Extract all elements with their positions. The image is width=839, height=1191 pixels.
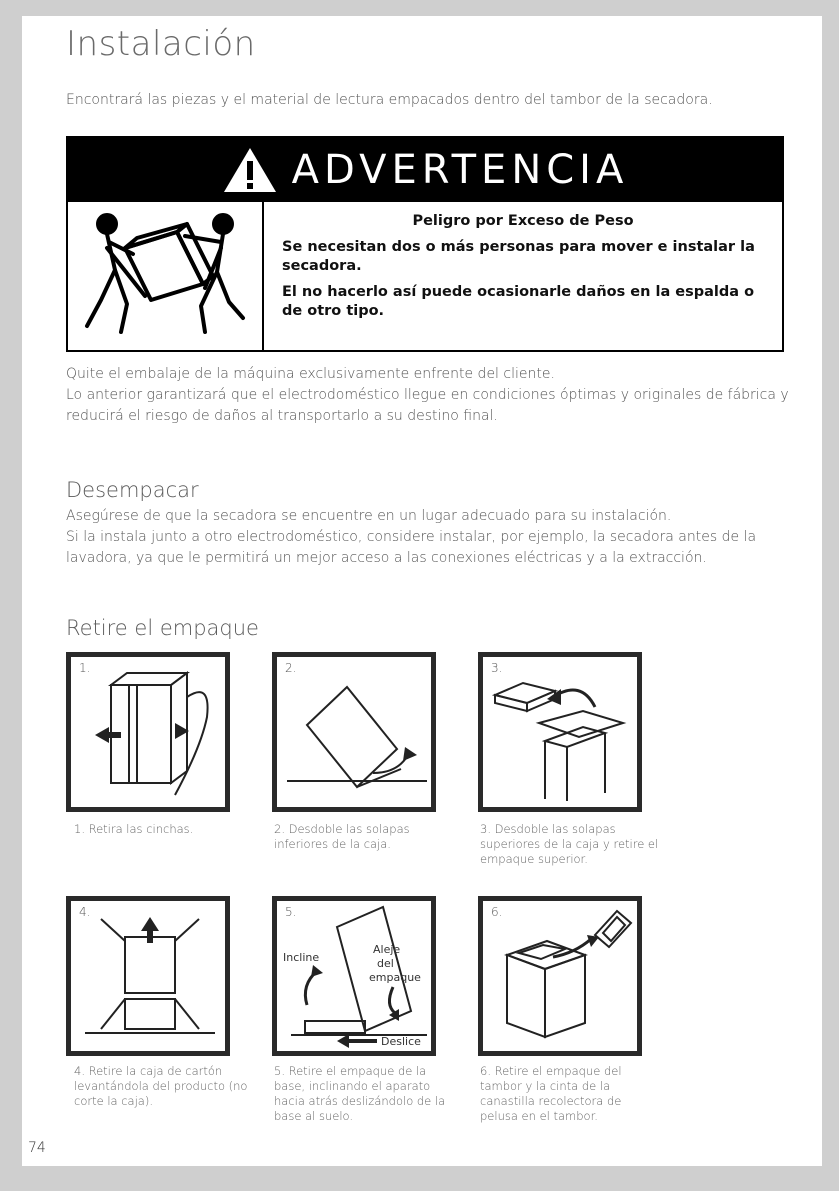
lift-carton-illustration [71,901,225,1051]
step-6-figure [478,896,642,1056]
step-4-figure [66,896,230,1056]
page-title: Instalación [66,24,256,64]
paragraph-1-line-1: Quite el embalaje de la máquina exclusivamente enfrente del cliente. [66,366,555,382]
step-2-caption: 2. Desdoble las solapas inferiores de la caja. [274,822,410,851]
fig-label-empaque: empaque [369,971,421,984]
page-number: 74 [28,1140,46,1156]
step-number: 4. [79,905,91,919]
step-1-figure [66,652,230,812]
tilt-and-slide-base-illustration [277,901,431,1051]
step-4-caption: 4. Retire la caja de cartón levantándola del producto (no corte la caja). [74,1064,248,1108]
step-number: 2. [285,661,297,675]
unpack-heading: Desempacar [66,478,199,502]
warning-box [66,136,784,352]
unpack-line-2: Si la instala junto a otro electrodoméstico, considere instalar, por ejemplo, la secadora antes de la lavadora, ya que le permitirá un mejor acceso a las conexiones eléctricas y a la extracción. [66,529,757,566]
fig-label-aleje: Aleje [373,943,401,956]
fig-label-del: del [377,957,394,970]
step-number: 5. [285,905,297,919]
fig-label-deslice: Deslice [381,1035,421,1048]
open-top-flaps-illustration [483,657,637,807]
paragraph-1-line-2: Lo anterior garantizará que el electrodoméstico llegue en condiciones óptimas y originales de fábrica y reducirá el riesgo de daños al transportarlo a su destino final. [66,387,789,424]
fig-label-incline: Incline [283,951,320,964]
step-2-figure [272,652,436,812]
unpack-line-1: Asegúrese de que la secadora se encuentre en un lugar adecuado para su instalación. [66,508,672,524]
intro-text: Encontrará las piezas y el material de lectura empacados dentro del tambor de la secadora. [66,92,713,108]
step-5-figure [272,896,436,1056]
step-1-caption: 1. Retira las cinchas. [74,822,194,836]
step-number: 3. [491,661,503,675]
warning-heading: ADVERTENCIA [291,147,629,193]
warning-line-1: Se necesitan dos o más personas para mover e instalar la secadora. [282,238,755,275]
warning-subtitle: Peligro por Exceso de Peso [412,213,634,229]
remove-drum-packing-illustration [483,901,637,1051]
step-6-caption: 6. Retire el empaque del tambor y la cinta de la canastilla recolectora de pelusa en el tambor. [480,1064,622,1123]
warning-line-2: El no hacerlo así puede ocasionarle daños en la espalda o de otro tipo. [282,283,755,320]
two-person-lift-icon [68,202,264,350]
remove-heading: Retire el empaque [66,616,259,640]
step-number: 1. [79,661,91,675]
warning-triangle-icon [222,146,278,194]
tilted-box-illustration [277,657,431,807]
warning-header [68,138,782,202]
step-number: 6. [491,905,503,919]
manual-page [22,16,822,1166]
step-5-caption: 5. Retire el empaque de la base, inclinando el aparato hacia atrás deslizándolo de la base al suelo. [274,1064,446,1123]
step-3-caption: 3. Desdoble las solapas superiores de la caja y retire el empaque superior. [480,822,659,866]
step-3-figure [478,652,642,812]
strap-box-illustration [71,657,225,807]
